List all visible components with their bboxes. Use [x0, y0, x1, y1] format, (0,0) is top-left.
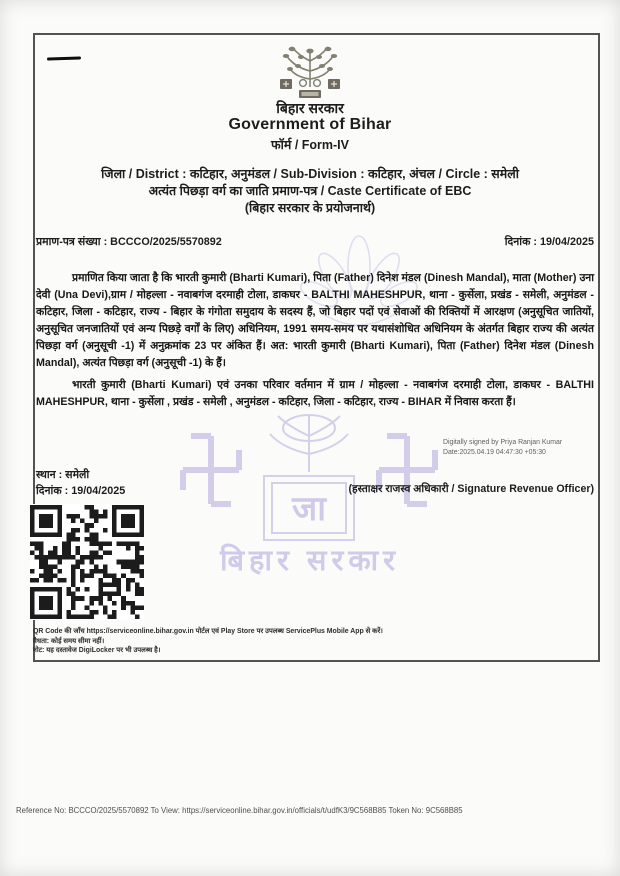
certificate-paragraph-2: भारती कुमारी (Bharti Kumari) एवं उनका परिवार वर्तमान में ग्राम / मोहल्ला - नवाबगंज दरमाही टोला, डाकघर - BALTHI MAHESHPUR, थाना - कुर्सेला , प्रखंड - समेली , अनुमंडल - कटिहार, जिला - कटिहार, राज्य - BIHAR में निवास करता हैं। [36, 379, 594, 408]
watermark-text: बिहार सरकार [219, 545, 400, 577]
purpose-line: (बिहार सरकार के प्रयोजनार्थ) [244, 201, 376, 215]
qr-code [30, 504, 144, 620]
qr-note-line3: नोट: यह दस्तावेज DigiLocker पर भी उपलब्ध है। [33, 647, 161, 655]
digital-signature-block [443, 438, 608, 457]
issue-date: दिनांक : 19/04/2025 [504, 236, 594, 248]
certificate-line: अत्यंत पिछड़ा वर्ग का जाति प्रमाण-पत्र / Caste Certificate of EBC [148, 184, 472, 198]
title-hindi: बिहार सरकार [276, 100, 344, 116]
qr-note-line2: वैधता: कोई समय सीमा नहीं। [33, 637, 105, 645]
digital-signature-line1: Digitally signed by Priya Ranjan Kumar [443, 439, 563, 446]
district-line: जिला / District : कटिहार, अनुमंडल / Sub-Division : कटिहार, अंचल / Circle : समेली [101, 167, 519, 181]
date-label: दिनांक : 19/04/2025 [36, 485, 126, 497]
seal-glyph-text: जा [291, 490, 327, 528]
revenue-officer-signature-label: (हस्ताक्षर राजस्व अधिकारी / Signature Revenue Officer) [348, 483, 594, 495]
bihar-emblem-icon [268, 43, 352, 99]
qr-note-line1: QR Code की जाँच https://serviceonline.bihar.gov.in पोर्टल एवं Play Store पर उपलब्ध ServicePlus Mobile App से करें। [33, 628, 383, 635]
place-label: स्थान : समेली [36, 469, 90, 481]
qr-note-block [33, 627, 553, 656]
title-english: Government of Bihar [228, 116, 392, 133]
certificate-number: प्रमाण-पत्र संख्या : BCCCO/2025/5570892 [36, 236, 222, 248]
form-label: फॉर्म / Form-IV [271, 138, 349, 152]
qr-code-image [30, 504, 144, 620]
certificate-meta-row [36, 234, 594, 249]
certificate-paragraph-1: प्रमाणित किया जाता है कि भारती कुमारी (Bharti Kumari), पिता (Father) दिनेश मंडल (Dinesh Mandal), माता (Mother) उना देवी (Una Devi),ग्राम / मोहल्ला - नवाबगंज दरमाही टोला, डाकघर - BALTHI MAHESHPUR, थाना - कुर्सेला, प्रखंड - समेली, अनुमंडल - कटिहार, जिला - कटिहार, राज्य - बिहार के गंगोता समुदाय के सदस्य हैं, जो बिहार पदों एवं सेवाओं की रिक्तियों में आरक्षण (अनुसूचित जातियों, अनुसूचित जनजातियों एवं अन्य पिछड़े वर्गों के लिए) अधिनियम, 1991 समय-समय पर यथासंशोधित अधिनियम के अंतर्गत बिहार राज्य की अत्यंत पिछड़ा वर्ग (अनुसूची -1) में अनुक्रमांक 23 पर अंकित हैं। अत: भारती कुमारी (Bharti Kumari), पिता (Father) दिनेश मंडल (Dinesh Mandal), अत्यंत पिछड़ा वर्ग (अनुसूची -1) के हैं। [36, 272, 594, 369]
reference-line: Reference No: BCCCO/2025/5570892 To View: https://serviceonline.bihar.gov.in/officials/t/udfK3/9C568B85 Token No: 9C568B85 [16, 806, 463, 815]
digital-signature-line2: Date:2025.04.19 04:47:30 +05:30 [443, 448, 546, 456]
